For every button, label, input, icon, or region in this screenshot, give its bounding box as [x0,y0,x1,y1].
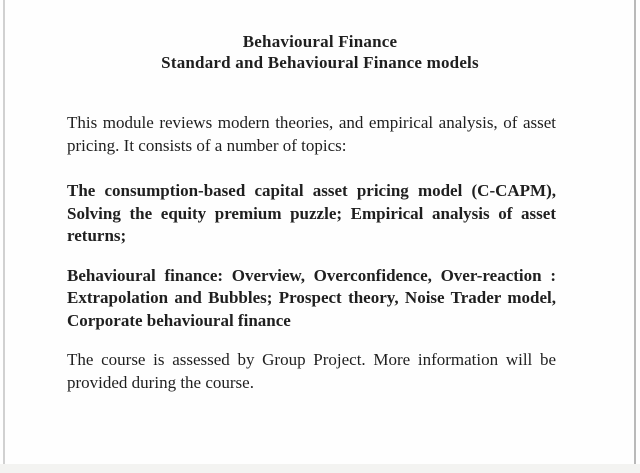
page-title-line1: Behavioural Finance [242,32,398,51]
paragraph-topic-ccapm: The consumption-based capital asset pricing model (C-CAPM), Solving the equity premium puzzle; Empirical analysis of asset returns; [67,181,556,245]
scan-edge-bottom [0,464,640,473]
page-title [0,0,640,73]
scan-edge-right [634,0,636,473]
paragraph-assessment: The course is assessed by Group Project. More information will be provided during the course. [67,350,556,392]
paragraph-module-overview: This module reviews modern theories, and empirical analysis, of asset pricing. It consists of a number of topics: [67,113,556,155]
body-content [67,112,556,394]
page-title-line2: Standard and Behavioural Finance models [161,53,479,72]
scan-edge-left [3,0,5,473]
paragraph-topic-behavioural-finance: Behavioural finance: Overview, Overconfidence, Over-reaction : Extrapolation and Bubbles; Prospect theory, Noise Trader model, Corporate behavioural finance [67,265,556,330]
